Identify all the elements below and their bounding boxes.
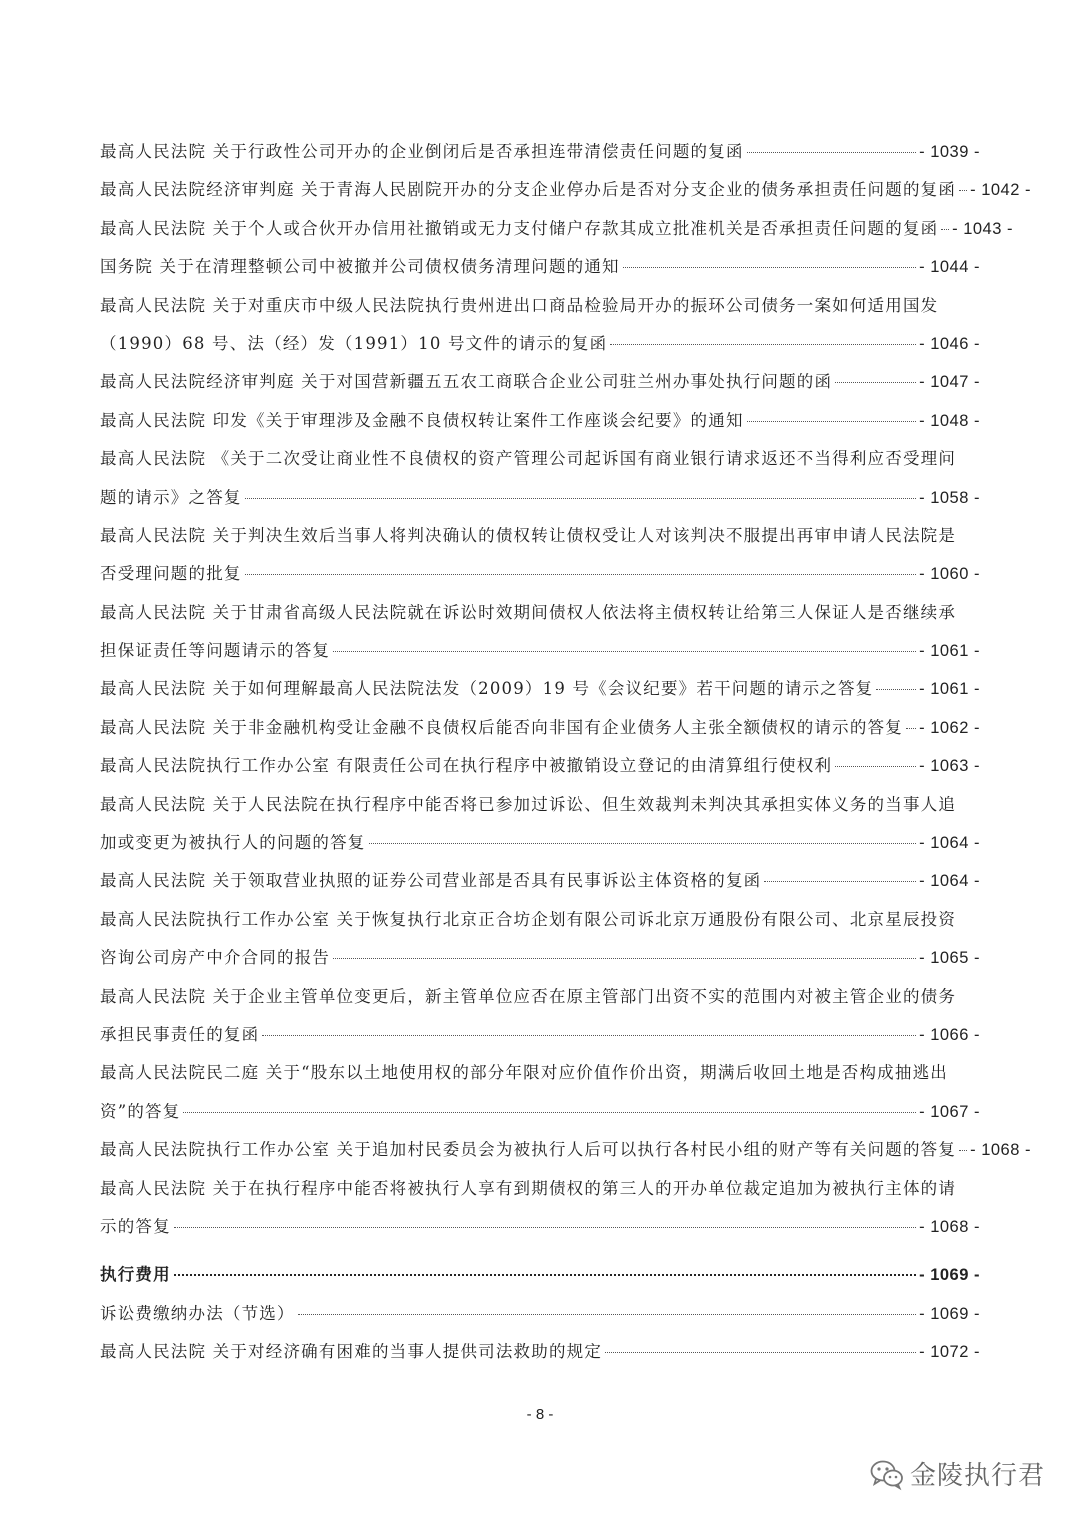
dot-leader — [369, 843, 917, 844]
toc-entry-title: 最高人民法院 关于行政性公司开办的企业倒闭后是否承担连带清偿责任问题的复函 — [100, 142, 744, 161]
toc-entry-last-line — [100, 555, 980, 593]
dot-leader — [298, 1314, 916, 1315]
toc-entry-last-line — [100, 210, 1013, 248]
section-title-page: - 1069 - — [919, 1266, 980, 1285]
dot-leader — [959, 190, 967, 191]
toc-entry-last-line — [100, 248, 980, 286]
toc-entry[interactable] — [100, 978, 980, 1055]
dot-leader — [262, 1035, 916, 1036]
toc-entry-title-line: 最高人民法院执行工作办公室 关于恢复执行北京正合坊企划有限公司诉北京万通股份有限公司、北京星辰投资 — [100, 909, 957, 929]
section-title[interactable] — [100, 1256, 980, 1294]
toc-entry-last-line — [100, 1131, 1031, 1169]
toc-entry[interactable] — [100, 1295, 980, 1333]
toc-entry-title-line: 最高人民法院民二庭 关于“股东以土地使用权的部分年限对应价值作价出资，期满后收回土地是否构成抽逃出 — [100, 1063, 948, 1083]
toc-entry-page: - 1060 - — [919, 565, 980, 584]
toc-entry-title-line: 最高人民法院 关于判决生效后当事人将判决确认的债权转让债权受让人对该判决不服提出再审申请人民法院是 — [100, 525, 957, 545]
toc-entry-title-line: 最高人民法院 关于甘肃省高级人民法院就在诉讼时效期间债权人依法将主债权转让给第三人保证人是否继续承 — [100, 602, 957, 622]
toc-entry[interactable] — [100, 248, 980, 286]
toc-entry-page: - 1061 - — [919, 680, 980, 699]
toc-entry-page: - 1066 - — [919, 1025, 980, 1044]
toc-entry-page: - 1044 - — [919, 258, 980, 277]
toc-entry-list — [100, 133, 1031, 1246]
dot-leader — [245, 498, 917, 499]
toc-entry-title: 诉讼费缴纳办法（节选） — [100, 1303, 295, 1323]
toc-entry-last-line — [100, 1208, 980, 1246]
toc-entry-last-line — [100, 747, 980, 785]
toc-entry-page: - 1064 - — [919, 834, 980, 853]
toc-entry-page: - 1039 - — [919, 143, 980, 161]
toc-entry-last-line — [100, 1295, 980, 1333]
toc-entry-last-line — [100, 133, 980, 171]
dot-leader — [245, 574, 917, 575]
toc-entry-title: 最高人民法院 关于非金融机构受让金融不良债权后能否向非国有企业债务人主张全额债权的请示的答复 — [100, 717, 903, 737]
toc-entry-title-line: 最高人民法院 《关于二次受让商业性不良债权的资产管理公司起诉国有商业银行请求返还不当得利应否受理问 — [100, 449, 957, 469]
toc-entry-last-line — [100, 171, 1031, 209]
toc-entry[interactable] — [100, 440, 980, 517]
toc-entry[interactable] — [100, 402, 980, 440]
toc-entry-page: - 1062 - — [919, 718, 980, 737]
toc-entry[interactable] — [100, 171, 1031, 209]
dot-leader — [610, 344, 916, 345]
toc-entry-title: 最高人民法院执行工作办公室 有限责任公司在执行程序中被撤销设立登记的由清算组行使权利 — [100, 756, 833, 776]
watermark-text: 金陵执行君 — [910, 1461, 1046, 1491]
toc-entry-title: 最高人民法院 关于如何理解最高人民法院法发（2009）19 号《会议纪要》若干问题的请示之答复 — [100, 679, 874, 699]
toc-entry-last-line — [100, 479, 980, 517]
toc-entry-title-line: 最高人民法院 关于人民法院在执行程序中能否将已参加过诉讼、但生效裁判未判决其承担实体义务的当事人追 — [100, 794, 957, 814]
toc-entry-last-line — [100, 325, 980, 363]
toc-entry[interactable] — [100, 594, 980, 671]
toc-entry-title: 国务院 关于在清理整顿公司中被撤并公司债权债务清理问题的通知 — [100, 257, 620, 277]
toc-entry-title: 题的请示》之答复 — [100, 487, 242, 507]
toc-entry-last-line — [100, 1093, 980, 1131]
toc-entry-last-line — [100, 363, 980, 401]
dot-leader — [747, 152, 916, 153]
dot-leader — [764, 881, 916, 882]
toc-entry[interactable] — [100, 210, 1013, 248]
toc-entry-page: - 1068 - — [970, 1141, 1031, 1160]
dot-leader — [174, 1227, 916, 1228]
toc-entry[interactable] — [100, 747, 980, 785]
toc-entry-last-line — [100, 824, 980, 862]
toc-entry-page: - 1064 - — [919, 872, 980, 891]
dot-leader — [906, 728, 916, 729]
toc-entry[interactable] — [100, 709, 980, 747]
toc-entry-page: - 1069 - — [919, 1304, 980, 1323]
toc-entry-last-line — [100, 632, 980, 670]
toc-entry-page: - 1058 - — [919, 488, 980, 507]
toc-entry-title: 最高人民法院经济审判庭 关于青海人民剧院开办的分支企业停办后是否对分支企业的债务承担责任问题的复函 — [100, 180, 957, 200]
toc-entry-title: （1990）68 号、法（经）发（1991）10 号文件的请示的复函 — [100, 333, 608, 353]
toc-entry-title-line: 最高人民法院 关于在执行程序中能否将被执行人享有到期债权的第三人的开办单位裁定追加为被执行主体的请 — [100, 1178, 957, 1198]
toc-entry-title: 加或变更为被执行人的问题的答复 — [100, 833, 366, 853]
toc-entry-title: 承担民事责任的复函 — [100, 1024, 260, 1044]
toc-entry-page: - 1043 - — [952, 219, 1013, 238]
dot-leader — [623, 267, 916, 268]
toc-entry-last-line — [100, 862, 980, 900]
toc-entry[interactable] — [100, 1131, 1031, 1169]
toc-entry-last-line — [100, 1333, 980, 1371]
toc-entry[interactable] — [100, 786, 980, 863]
toc-entry[interactable] — [100, 287, 980, 364]
toc-entry-title: 最高人民法院 关于领取营业执照的证券公司营业部是否具有民事诉讼主体资格的复函 — [100, 871, 762, 891]
toc-entry[interactable] — [100, 670, 980, 708]
toc-entry-page: - 1061 - — [919, 642, 980, 661]
toc-entry-title: 示的答复 — [100, 1216, 171, 1236]
page-number: - 8 - — [526, 1406, 554, 1423]
toc-entry-page: - 1067 - — [919, 1102, 980, 1121]
table-of-contents — [100, 133, 1031, 1372]
toc-entry-page: - 1046 - — [919, 334, 980, 353]
toc-entry[interactable] — [100, 1054, 980, 1131]
toc-entry-last-line — [100, 709, 980, 747]
toc-entry-title: 资”的答复 — [100, 1101, 181, 1121]
section-entry-list — [100, 1295, 980, 1372]
dot-leader — [333, 958, 916, 959]
toc-entry-last-line — [100, 1016, 980, 1054]
toc-entry-title-line: 最高人民法院 关于企业主管单位变更后，新主管单位应否在原主管部门出资不实的范围内对被主管企业的债务 — [100, 986, 957, 1006]
dot-leader — [747, 421, 916, 422]
toc-entry[interactable] — [100, 133, 980, 171]
toc-entry-title: 担保证责任等问题请示的答复 — [100, 641, 331, 661]
dot-leader — [605, 1352, 916, 1353]
toc-entry-page: - 1063 - — [919, 757, 980, 776]
toc-entry-last-line — [100, 670, 980, 708]
dot-leader — [333, 651, 916, 652]
toc-entry-title: 咨询公司房产中介合同的报告 — [100, 948, 331, 968]
toc-entry-page: - 1042 - — [970, 181, 1031, 200]
toc-entry[interactable] — [100, 1170, 980, 1247]
toc-entry-title: 否受理问题的批复 — [100, 564, 242, 584]
dot-leader — [876, 689, 916, 690]
toc-entry-title: 最高人民法院 关于对经济确有困难的当事人提供司法救助的规定 — [100, 1342, 603, 1362]
dot-leader — [835, 382, 916, 383]
toc-entry-page: - 1068 - — [919, 1217, 980, 1236]
toc-entry[interactable] — [100, 862, 980, 900]
section-title-text: 执行费用 — [100, 1265, 171, 1285]
toc-entry[interactable] — [100, 1333, 980, 1371]
toc-entry[interactable] — [100, 363, 980, 401]
dot-leader — [835, 766, 916, 767]
wechat-icon — [870, 1459, 904, 1489]
watermark — [870, 1455, 1045, 1492]
toc-entry-last-line — [100, 939, 980, 977]
toc-entry-page: - 1065 - — [919, 949, 980, 968]
toc-entry[interactable] — [100, 901, 980, 978]
toc-entry-title: 最高人民法院 印发《关于审理涉及金融不良债权转让案件工作座谈会纪要》的通知 — [100, 410, 744, 430]
section-gap — [100, 1246, 980, 1256]
toc-entry-last-line — [100, 402, 980, 440]
toc-entry-title: 最高人民法院 关于个人或合伙开办信用社撤销或无力支付储户存款其成立批准机关是否承担责任问题的复函 — [100, 218, 939, 238]
toc-entry-page: - 1072 - — [919, 1343, 980, 1362]
toc-entry-title: 最高人民法院执行工作办公室 关于追加村民委员会为被执行人后可以执行各村民小组的财产等有关问题的答复 — [100, 1140, 957, 1160]
dot-leader — [183, 1112, 916, 1113]
toc-entry-title-line: 最高人民法院 关于对重庆市中级人民法院执行贵州进出口商品检验局开办的振环公司债务一案如何适用国发 — [100, 295, 939, 315]
dot-leader — [174, 1274, 916, 1276]
toc-entry[interactable] — [100, 517, 980, 594]
dot-leader — [941, 229, 949, 230]
toc-entry-page: - 1048 - — [919, 411, 980, 430]
toc-entry-page: - 1047 - — [919, 373, 980, 392]
dot-leader — [959, 1150, 967, 1151]
toc-entry-title: 最高人民法院经济审判庭 关于对国营新疆五五农工商联合企业公司驻兰州办事处执行问题的函 — [100, 372, 833, 392]
